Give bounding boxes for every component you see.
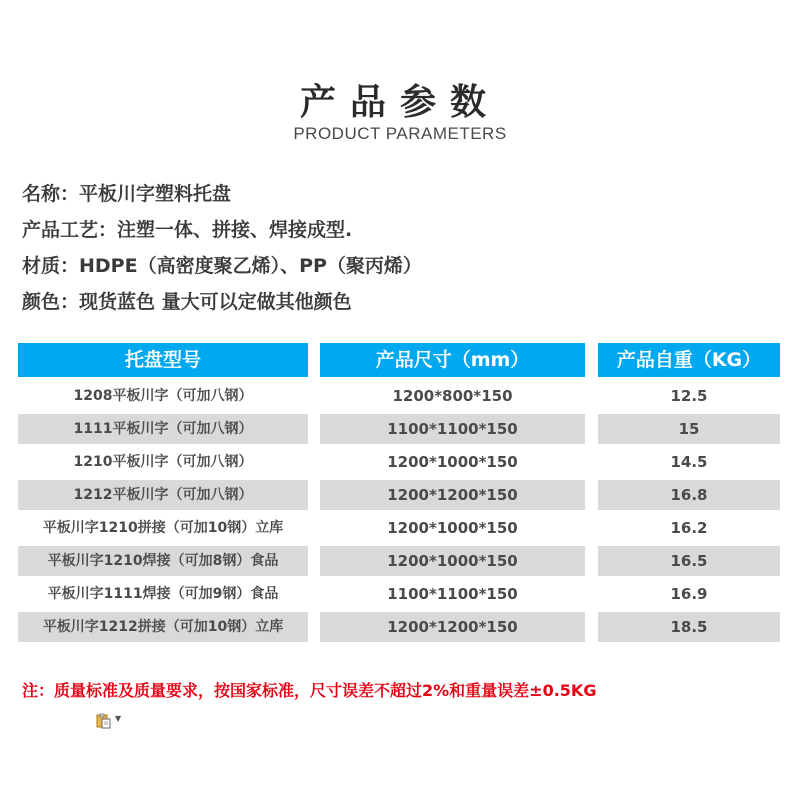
cell-model: 1111平板川字（可加八钢） [18, 414, 308, 444]
table-row [18, 381, 780, 414]
table-row [18, 480, 780, 513]
product-info [22, 176, 422, 320]
table-row [18, 546, 780, 579]
cell-weight: 15 [598, 414, 780, 444]
quality-note: 注：质量标准及质量要求，按国家标准，尺寸误差不超过2%和重量误差±0.5KG [22, 681, 597, 700]
info-material: 材质：HDPE（高密度聚乙烯）、PP（聚丙烯） [22, 255, 422, 277]
cell-model: 平板川字1210焊接（可加8钢）食品 [18, 546, 308, 576]
paste-options-icon[interactable] [96, 713, 112, 729]
cell-model: 平板川字1212拼接（可加10钢）立库 [18, 612, 308, 642]
cell-size: 1200*800*150 [392, 387, 513, 405]
cell-model: 1208平板川字（可加八钢） [73, 388, 253, 404]
cell-weight: 14.5 [670, 453, 708, 471]
cell-size: 1200*1200*150 [320, 480, 585, 510]
cell-size: 1200*1000*150 [387, 453, 518, 471]
cell-model: 1212平板川字（可加八钢） [18, 480, 308, 510]
cell-size: 1100*1100*150 [320, 414, 585, 444]
table-row [18, 447, 780, 480]
cell-model: 平板川字1111焊接（可加9钢）食品 [47, 586, 279, 602]
table-row [18, 579, 780, 612]
cell-weight: 18.5 [598, 612, 780, 642]
column-header-weight: 产品自重（KG） [598, 343, 780, 377]
column-header-size: 产品尺寸（mm） [320, 343, 585, 377]
paste-dropdown-icon[interactable]: ▼ [115, 714, 122, 723]
cell-weight: 16.9 [670, 585, 708, 603]
info-color: 颜色：现货蓝色 量大可以定做其他颜色 [22, 291, 352, 313]
info-name: 名称：平板川字塑料托盘 [22, 183, 232, 205]
cell-model: 1210平板川字（可加八钢） [73, 454, 253, 470]
parameter-table [18, 343, 780, 645]
cell-size: 1200*1000*150 [387, 519, 518, 537]
cell-weight: 16.5 [598, 546, 780, 576]
table-row [18, 612, 780, 645]
table-row [18, 414, 780, 447]
cell-size: 1200*1000*150 [320, 546, 585, 576]
cell-model: 平板川字1210拼接（可加10钢）立库 [42, 520, 284, 536]
cell-weight: 16.2 [670, 519, 708, 537]
table-header-row [18, 343, 780, 381]
cell-weight: 16.8 [598, 480, 780, 510]
column-header-model: 托盘型号 [18, 343, 308, 377]
cell-size: 1200*1200*150 [320, 612, 585, 642]
table-row [18, 513, 780, 546]
cell-weight: 12.5 [670, 387, 708, 405]
info-process: 产品工艺：注塑一体、拼接、焊接成型. [22, 219, 353, 241]
page-subtitle: PRODUCT PARAMETERS [293, 124, 507, 143]
cell-size: 1100*1100*150 [387, 585, 518, 603]
page-title: 产品参数 [299, 82, 500, 123]
